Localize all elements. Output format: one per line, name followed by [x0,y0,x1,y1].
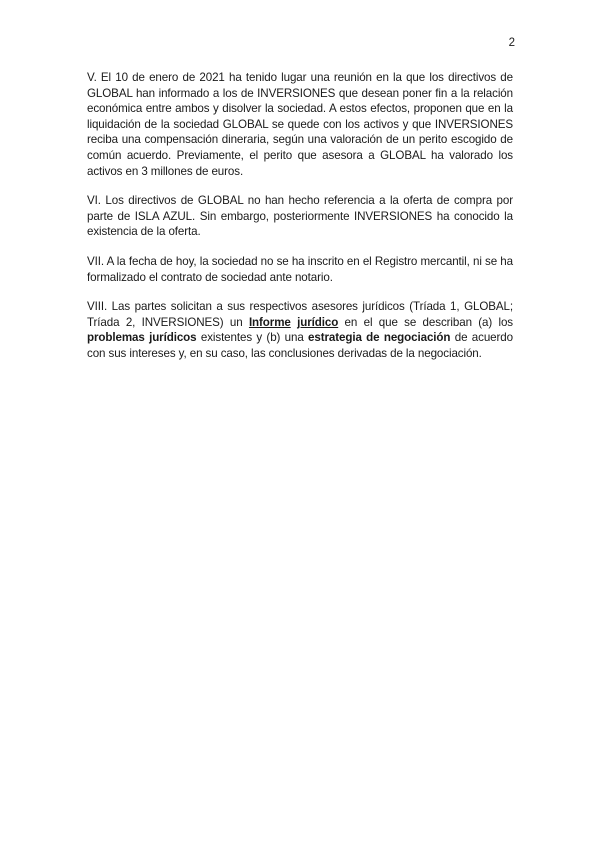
term-problemas-juridicos: problemas jurídicos [87,331,197,345]
paragraph-vii [87,254,513,285]
paragraph-text: en el que se describan (a) los [338,315,514,329]
paragraph-text: VI. Los directivos de GLOBAL no han hecho referencia a la oferta de compra por parte de ISLA AZUL. Sin embargo, posteriormente INVERSIONES ha conocido la existencia de la oferta. [87,194,513,239]
paragraph-text: de acuerdo con sus intereses y, en su caso, las conclusiones derivadas de la negociación. [87,331,513,360]
paragraph-text: existentes y (b) una [196,331,309,345]
paragraph-text: VII. A la fecha de hoy, la sociedad no se ha inscrito en el Registro mercantil, ni se ha formalizado el contrato de sociedad ante notario. [87,254,513,284]
page-number: 2 [508,37,515,49]
term-informe: Informe [248,315,291,329]
paragraph-v [87,70,513,179]
term-juridico: jurídico [297,315,339,329]
paragraph-viii [87,299,513,361]
paragraph-vi [87,193,513,240]
document-body [87,70,513,376]
paragraph-text: V. El 10 de enero de 2021 ha tenido lugar una reunión en la que los directivos de GLOBAL han informado a los de INVERSIONES que desean poner fin a la relación económica entre ambos y disolver la sociedad. A estos efectos, proponen que en la liquidación de la sociedad GLOBAL se quede con los activos y que INVERSIONES reciba una compensación dineraria, según una valoración de un perito escogido de común acuerdo. Previamente, el perito que asesora a GLOBAL ha valorado los activos en 3 millones de euros. [87,71,513,178]
paragraph-text: VIII. Las partes solicitan a sus respectivos asesores jurídicos (Tríada 1, GLOBAL; Tríada 2, INVERSIONES) un [87,300,513,329]
term-estrategia-negociacion: estrategia de negociación [308,331,451,345]
